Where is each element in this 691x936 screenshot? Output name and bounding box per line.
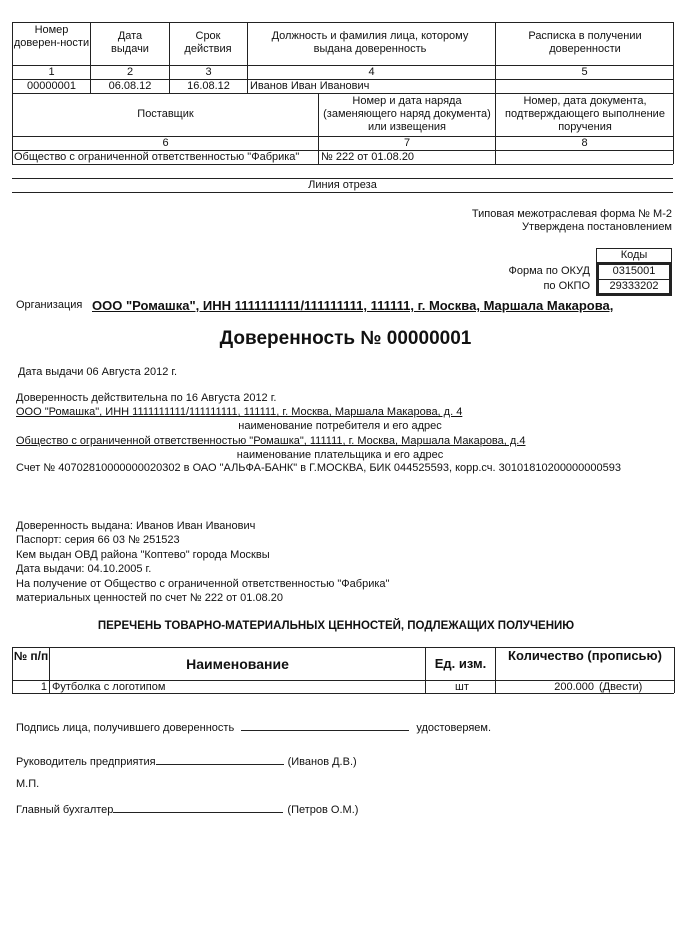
okpo-code: 29333202 xyxy=(609,280,659,292)
accountant-signature-label: Главный бухгалтер xyxy=(16,804,114,816)
stub-header-position: Должность и фамилия лица, которому выдана доверенность xyxy=(271,30,469,55)
page-title: Доверенность № 00000001 xyxy=(219,328,472,349)
stub-value-validity: 16.08.12 xyxy=(187,80,230,92)
valid-until: Доверенность действительна по 16 Августа 2012 г. xyxy=(16,392,277,404)
consumer-value: ООО "Ромашка", ИНН 1111111111/111111111, 111111, г. Москва, Маршала Макарова, д. 4 xyxy=(16,406,463,418)
recipient-signature-line xyxy=(241,719,409,731)
accountant-signature-name: (Петров О.М.) xyxy=(287,804,359,816)
passport: Паспорт: серия 66 03 № 251523 xyxy=(16,534,180,547)
passport-date: Дата выдачи: 04.10.2005 г. xyxy=(16,563,152,576)
receive-from: На получение от Общество с ограниченной ответственностью "Фабрика" xyxy=(16,577,390,590)
recipient-signature-label: Подпись лица, получившего доверенность xyxy=(16,722,235,734)
stub-header-issue-date: Дата выдачи xyxy=(111,30,149,55)
list-title: ПЕРЕЧЕНЬ ТОВАРНО-МАТЕРИАЛЬНЫХ ЦЕННОСТЕЙ, ПОДЛЕЖАЩИХ ПОЛУЧЕНИЮ xyxy=(97,620,575,632)
issue-date-line: Дата выдачи 06 Августа 2012 г. xyxy=(18,366,178,378)
receive-basis: материальных ценностей по счет № 222 от 01.08.20 xyxy=(16,592,283,605)
stub-header-number: Номер доверен-ности xyxy=(13,24,90,49)
stub-col-num-2: 2 xyxy=(126,66,134,78)
payer-caption: наименование плательщика и его адрес xyxy=(236,449,444,461)
cut-line-label: Линия отреза xyxy=(308,179,377,191)
head-signature-name: (Иванов Д.В.) xyxy=(287,756,357,768)
head-signature-row xyxy=(16,753,357,768)
stub-col-num-1: 1 xyxy=(48,66,55,78)
stub-header-supplier: Поставщик xyxy=(137,108,194,120)
row-unit: шт xyxy=(455,681,469,693)
recipient-signature-post: удостоверяем. xyxy=(416,722,492,734)
org-value: ООО "Ромашка", ИНН 1111111111/111111111, 111111, г. Москва, Маршала Макарова, xyxy=(92,298,614,313)
stub-value-supplier: Общество с ограниченной ответственностью "Фабрика" xyxy=(14,151,300,163)
head-signature-line xyxy=(156,753,284,765)
stamp-place: М.П. xyxy=(16,778,40,790)
row-qty-words: (Двести) xyxy=(599,681,643,693)
okpo-label: по ОКПО xyxy=(543,280,590,292)
row-num: 1 xyxy=(40,681,47,693)
stub-col-num-5: 5 xyxy=(581,66,588,78)
codes-header: Коды xyxy=(620,249,648,261)
stub-col-num-8: 8 xyxy=(581,137,588,149)
cut-line-bottom xyxy=(12,192,673,193)
accountant-signature-line xyxy=(113,801,283,813)
accountant-signature-row xyxy=(16,801,358,816)
stub-value-person: Иванов Иван Иванович xyxy=(250,80,370,92)
stub-header-validity: Срок действия xyxy=(184,30,232,55)
stub-col-num-7: 7 xyxy=(403,137,411,149)
payer-value: Общество с ограниченной ответственностью "Ромашка", 111111, г. Москва, Маршала Макарова, д.4 xyxy=(16,435,526,447)
org-label: Организация xyxy=(16,299,83,311)
passport-issuer: Кем выдан ОВД района "Коптево" города Москвы xyxy=(16,548,270,561)
okud-code: 0315001 xyxy=(612,265,656,277)
bank-account: Счет № 40702810000000020302 в ОАО "АЛЬФА-БАНК" в Г.МОСКВА, БИК 044525593, корр.сч. 30101810200000000593 xyxy=(16,462,621,474)
form-type: Типовая межотраслевая форма № М-2 xyxy=(471,208,672,220)
row-qty: 200.000 xyxy=(554,681,594,693)
stub-col-num-6: 6 xyxy=(162,137,169,149)
consumer-caption: наименование потребителя и его адрес xyxy=(238,420,442,432)
items-header-qty: Количество (прописью) xyxy=(508,648,662,663)
recipient-signature-row xyxy=(16,719,491,734)
form-approved: Утверждена постановлением xyxy=(522,221,672,233)
head-signature-label: Руководитель предприятия xyxy=(16,756,156,768)
stub-value-order: № 222 от 01.08.20 xyxy=(321,151,415,163)
stub-value-number: 00000001 xyxy=(27,80,76,92)
stub-header-order: Номер и дата наряда (заменяющего наряд документа) или извещения xyxy=(323,95,491,133)
stub-col-num-3: 3 xyxy=(205,66,212,78)
row-name: Футболка с логотипом xyxy=(52,681,166,693)
items-header-num: № п/п xyxy=(13,649,49,663)
okud-label: Форма по ОКУД xyxy=(508,265,590,277)
items-header-name: Наименование xyxy=(186,656,289,672)
items-header-unit: Ед. изм. xyxy=(434,656,487,671)
issued-to-block xyxy=(16,519,389,605)
stub-header-receipt: Расписка в получении доверенности xyxy=(528,30,642,55)
stub-header-confirm: Номер, дата документа, подтверждающего выполнение поручения xyxy=(505,95,665,133)
stub-value-issue-date: 06.08.12 xyxy=(108,80,152,92)
issued-to-person: Доверенность выдана: Иванов Иван Иванович xyxy=(16,520,256,532)
stub-col-num-4: 4 xyxy=(368,66,375,78)
